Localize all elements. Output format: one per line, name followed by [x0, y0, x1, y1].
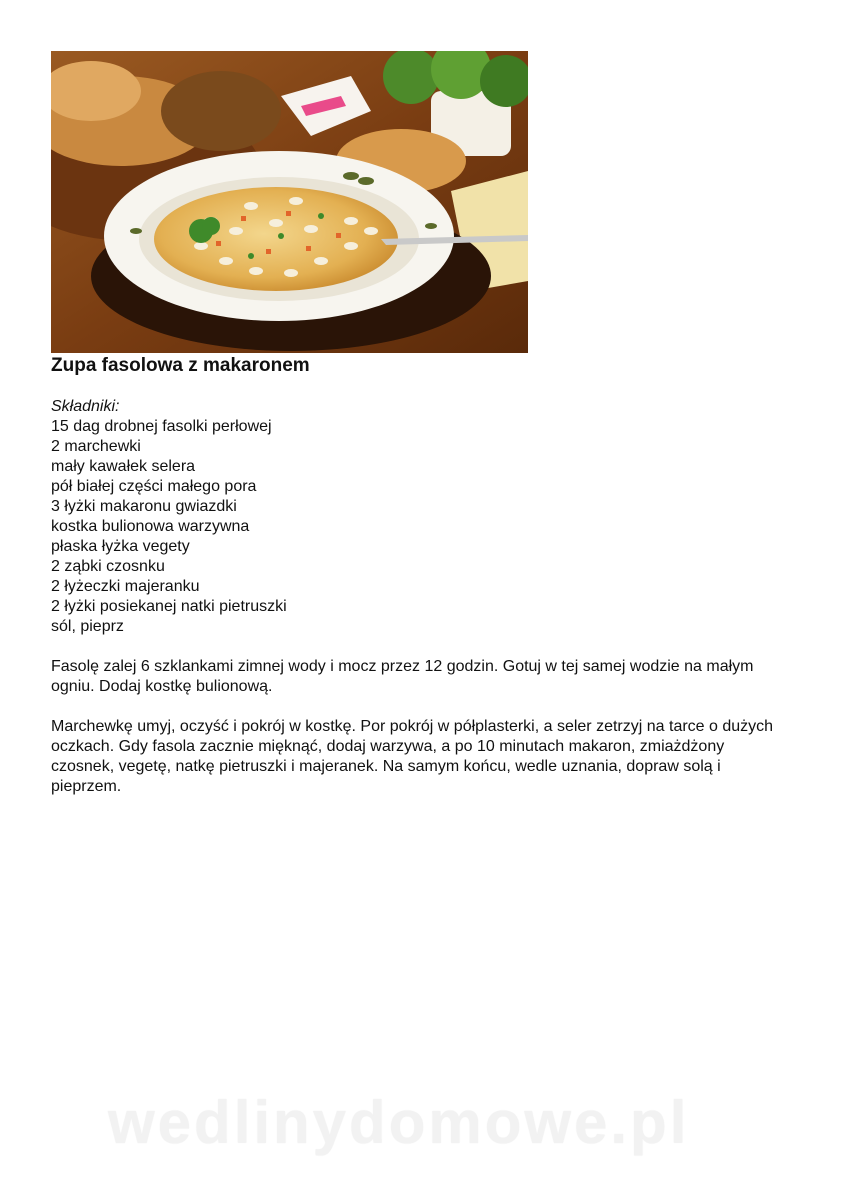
soup-photo: [51, 51, 528, 353]
ingredients-list: [51, 417, 791, 637]
ingredients-label: Składniki:: [51, 398, 120, 415]
ingredient-item: 2 łyżeczki majeranku: [51, 578, 200, 595]
instruction-paragraph: Marchewkę umyj, oczyść i pokrój w kostkę. Por pokrój w półplasterki, a seler zetrzyj na tarce o dużych oczkach. Gdy fasola zacznie mięknąć, dodaj warzywa, a po 10 minutach makaron, zmiażdżony czosnek, vegetę, natkę pietruszki i majeranek. Na samym końcu, wedle uznania, dopraw solą i pieprzem.: [51, 718, 774, 795]
ingredient-item: sól, pieprz: [51, 618, 124, 635]
watermark: wedlinydomowe.pl: [108, 1089, 690, 1156]
ingredient-item: kostka bulionowa warzywna: [51, 518, 250, 535]
recipe-title: Zupa fasolowa z makaronem: [51, 355, 310, 376]
recipe-content: [51, 397, 791, 797]
ingredient-item: 2 ząbki czosnku: [51, 558, 165, 575]
ingredient-item: płaska łyżka vegety: [51, 538, 190, 555]
ingredient-item: mały kawałek selera: [51, 458, 196, 475]
ingredient-item: 3 łyżki makaronu gwiazdki: [51, 498, 237, 515]
ingredient-item: 2 marchewki: [51, 438, 141, 455]
ingredient-item: 15 dag drobnej fasolki perłowej: [51, 418, 272, 435]
ingredient-item: 2 łyżki posiekanej natki pietruszki: [51, 598, 287, 615]
instruction-paragraph: Fasolę zalej 6 szklankami zimnej wody i mocz przez 12 godzin. Gotuj w tej samej wodzie na małym ogniu. Dodaj kostkę bulionową.: [51, 658, 754, 695]
ingredient-item: pół białej części małego pora: [51, 478, 257, 495]
